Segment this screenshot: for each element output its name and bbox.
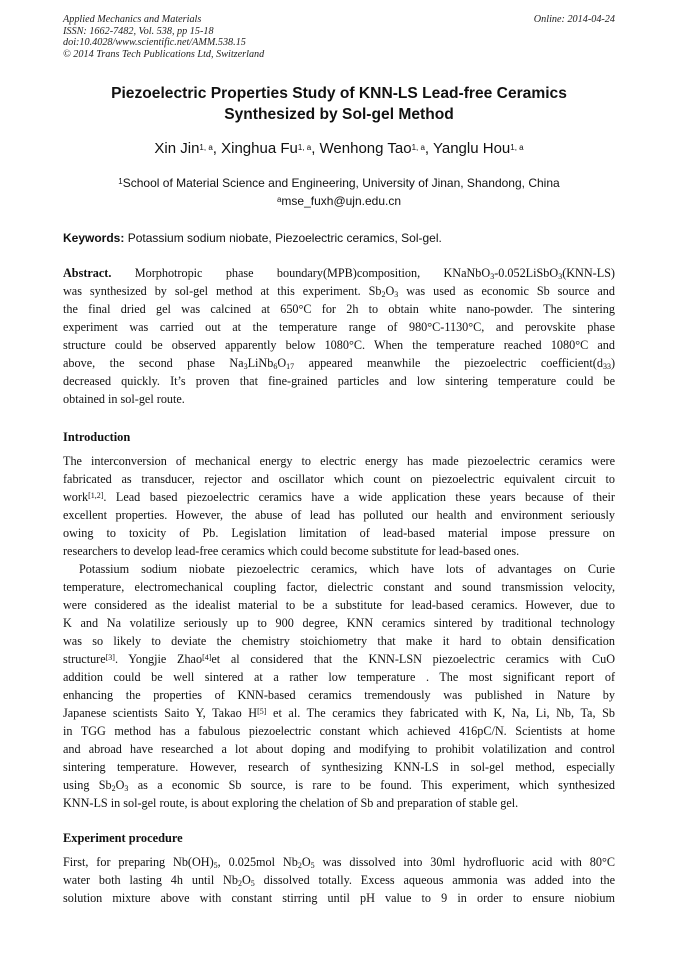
abstract-paragraph bbox=[63, 264, 615, 408]
text-line: K and Na volatilize seriously up to 900 degree, KNN ceramics sintered by traditional technology bbox=[63, 616, 615, 630]
title-line-2: Synthesized by Sol-gel Method bbox=[224, 106, 454, 123]
title-line-1: Piezoelectric Properties Study of KNN-LS Lead-free Ceramics bbox=[111, 85, 567, 102]
author-email: $^a$mse_fuxh@ujn.edu.cn bbox=[276, 194, 402, 208]
text-line: the final dried gel was calcined at 650°C for 2h to obtain white nano-powder. The sintering bbox=[63, 302, 615, 316]
author-list bbox=[63, 139, 615, 159]
text-line: work[1,2]. Lead based piezoelectric ceramics have a wide application these years because of their bbox=[63, 490, 615, 504]
issn-line: ISSN: 1662-7482, Vol. 538, pp 15-18 bbox=[63, 25, 214, 37]
text-line: owing to toxicity of Pb. Legislation limitation of lead-based material impose pressure on bbox=[63, 526, 615, 540]
author: Yanglu Hou$^{1, a}$ bbox=[432, 140, 524, 157]
text-line: above, the second phase Na3LiNb6O17 appeared meanwhile the piezoelectric coefficient(d33) bbox=[63, 356, 615, 371]
text-line: were considered as the idealist material to be a substitute for lead-based ceramics. However, due to bbox=[63, 598, 615, 612]
text-line: The interconversion of mechanical energy to electric energy has made piezoelectric ceramics were bbox=[63, 454, 615, 468]
text-line: solution mixture above with constant stirring until pH value to 9 in order to ensure niobium bbox=[63, 891, 615, 905]
experiment-body bbox=[63, 853, 615, 907]
author: Xin Jin$^{1, a}$, bbox=[154, 140, 222, 157]
keywords-text: Potassium sodium niobate, Piezoelectric ceramics, Sol-gel. bbox=[124, 231, 442, 245]
text-line: Japanese scientists Saito Y, Takao H[5] et al. The ceramics they fabricated with K, Na, Li, Nb, Ta, Sb bbox=[63, 706, 615, 720]
section-heading-experiment: Experiment procedure bbox=[63, 831, 183, 845]
affiliation-block bbox=[63, 174, 615, 210]
text-line: excellent properties. However, the abuse of lead has polluted our health and environment seriously bbox=[63, 508, 615, 522]
author: Xinghua Fu$^{1, a}$, bbox=[221, 140, 320, 157]
text-line: experiment was carried out at the temperature range of 980°C-1130°C, and perovskite phase bbox=[63, 320, 615, 334]
keywords bbox=[63, 230, 615, 246]
text-line: water both lasting 4h until Nb2O5 dissolved totally. Excess aqueous ammonia was added into the bbox=[63, 873, 615, 888]
text-line: obtained in sol-gel route. bbox=[63, 392, 185, 406]
text-line: decreased quickly. It’s proven that fine-grained particles and low sintering temperature could be bbox=[63, 374, 615, 388]
author: Wenhong Tao$^{1, a}$, bbox=[319, 140, 433, 157]
text-line: using Sb2O3 as a economic Sb source, is rare to be found. This experiment, which synthesized bbox=[63, 778, 615, 793]
text-line: addition could be well sintered at a rather low temperature . The most significant report of bbox=[63, 670, 615, 684]
section-heading-introduction: Introduction bbox=[63, 430, 131, 444]
text-line: enhancing the properties of KNN-based ceramics tremendously was published in Nature by bbox=[63, 688, 615, 702]
text-line: Abstract. Morphotropic phase boundary(MPB)composition, KNaNbO3-0.052LiSbO3(KNN-LS) bbox=[63, 266, 615, 281]
affiliation: $^1$School of Material Science and Engineering, University of Jinan, Shandong, China bbox=[118, 176, 560, 190]
journal-name: Applied Mechanics and Materials bbox=[63, 14, 202, 25]
paper-title bbox=[63, 83, 615, 125]
text-line: in TGG method has a fabulous piezoelectric constant which achieved 416pC/N. Scientists at home bbox=[63, 724, 615, 738]
doi-line: doi:10.4028/www.scientific.net/AMM.538.15 bbox=[63, 37, 246, 49]
text-line: was synthesized by sol-gel method at this experiment. Sb2O3 was used as economic Sb source and bbox=[63, 284, 615, 299]
text-line: researchers to develop lead-free ceramics which could become substitute for lead-based ones. bbox=[63, 544, 520, 558]
abstract-label: Abstract. bbox=[63, 266, 112, 280]
introduction-body bbox=[63, 452, 615, 812]
text-line: structure could be observed apparently below 1080°C. When the temperature reached 1080°C and bbox=[63, 338, 615, 352]
journal-header bbox=[63, 14, 264, 60]
keywords-label: Keywords: bbox=[63, 231, 125, 245]
text-line: Potassium sodium niobate piezoelectric ceramics, which have lots of advantages on Curie bbox=[79, 562, 615, 576]
text-line: First, for preparing Nb(OH)5, 0.025mol Nb2O5 was dissolved into 30ml hydrofluoric acid with 80°C bbox=[63, 855, 615, 870]
copyright-line: © 2014 Trans Tech Publications Ltd, Switzerland bbox=[63, 48, 265, 60]
text-line: KNN-LS in sol-gel route, is about exploring the chelation of Sb and preparation of stable gel. bbox=[63, 796, 519, 810]
text-line: was so likely to deviate the chemistry stoichiometry that make it hard to obtain densification bbox=[63, 634, 615, 648]
text-line: fabricated as transducer, rejector and oscillator which count on piezoelectric equivalent circuit to bbox=[63, 472, 615, 486]
text-line: sintering temperature. However, research of synthesizing KNN-LS in sol-gel method, especially bbox=[63, 760, 615, 774]
text-line: and abroad have researched a lot about doping and modifying to prohibit volatilization and control bbox=[63, 742, 615, 756]
online-date: Online: 2014-04-24 bbox=[533, 14, 615, 25]
text-line: structure[3]. Yongjie Zhao[4]et al considered that the KNN-LSN piezoelectric ceramics with CuO bbox=[63, 652, 615, 666]
text-line: temperature, electromechanical coupling factor, dielectric constant and sound transmission velocity, bbox=[63, 580, 615, 594]
